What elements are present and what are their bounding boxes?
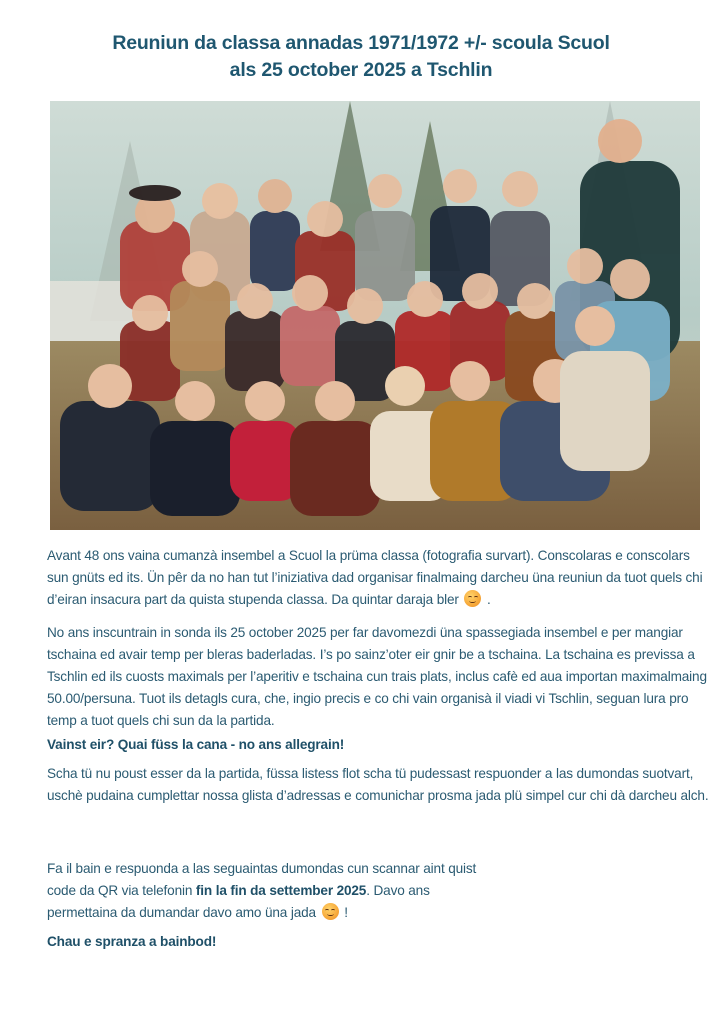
smiling-face-emoji-icon (464, 590, 481, 607)
event-details-text: No ans inscuntrain in sonda ils 25 october 2025 per far davomezdi üna spassegiada insembel e per mangiar tschaina ed avair temp per bleras baderladas. I’s po sainz’oter eir gnir be a tschaina. La tschaina es previssa a Tschlin ed ils cuosts maximals per l’aperitiv e tschaina cun trais plats, inclus cafè ed aua importan maximalmaing 50.00/persuna. Tuot ils detagls cura, che, ingio precis e co chi vain organisà il viadi vi Tschlin, seguan lura pro temp a tuot quels chi sun da la partida. (47, 625, 707, 728)
intro-text: Avant 48 ons vaina cumanzà insembel a Scuol la prüma classa (fotografia survart). Conscolaras e conscolars sun gnüts ed its. Ün pêr da no han tut l’iniziativa dad organisar finalmaing darcheu üna reuniun da tuot quels chi d’eiran insacura part da quista stupenda classa. Da quintar daraja bler (47, 548, 703, 607)
deadline-text: fin la fin da settember 2025 (195, 883, 367, 898)
invite-heading: Vainst eir? Quai füss la cana - no ans allegrain! (47, 737, 345, 752)
class-photo (50, 101, 700, 530)
intro-tail: . (487, 592, 491, 607)
smiling-face-emoji-icon (322, 903, 339, 920)
qr-line-3-tail: ! (344, 905, 348, 920)
title-line-1: Reuniun da classa annadas 1971/1972 +/- scoula Scuol (112, 32, 610, 54)
closing-greeting: Chau e spranza a bainbod! (47, 934, 217, 949)
qr-instructions-paragraph (47, 858, 527, 924)
qr-code-area[interactable] (533, 832, 683, 894)
qr-line-3: permettaina da dumandar davo amo üna jada (47, 905, 316, 920)
qr-line-2-post: . Davo ans (366, 883, 430, 898)
questions-text: Scha tü nu poust esser da la partida, füssa listess flot scha tü pudessast respuonder a las dumondas suotvart, uschè pudaina cumplettar nossa glista d’adressas e comunichar prosma jada plü simpel cur chi dà darcheu alch. (47, 766, 709, 803)
event-details-paragraph (47, 622, 712, 732)
qr-line-2-pre: code da QR via telefonin (47, 883, 196, 898)
questions-paragraph (47, 763, 712, 807)
qr-line-1: Fa il bain e respuonda a las seguaintas dumondas cun scannar aint quist (47, 861, 477, 876)
page-title (0, 30, 722, 84)
class-photo-illustration (50, 101, 700, 530)
title-line-2: als 25 october 2025 a Tschlin (229, 59, 493, 81)
intro-paragraph (47, 545, 712, 611)
